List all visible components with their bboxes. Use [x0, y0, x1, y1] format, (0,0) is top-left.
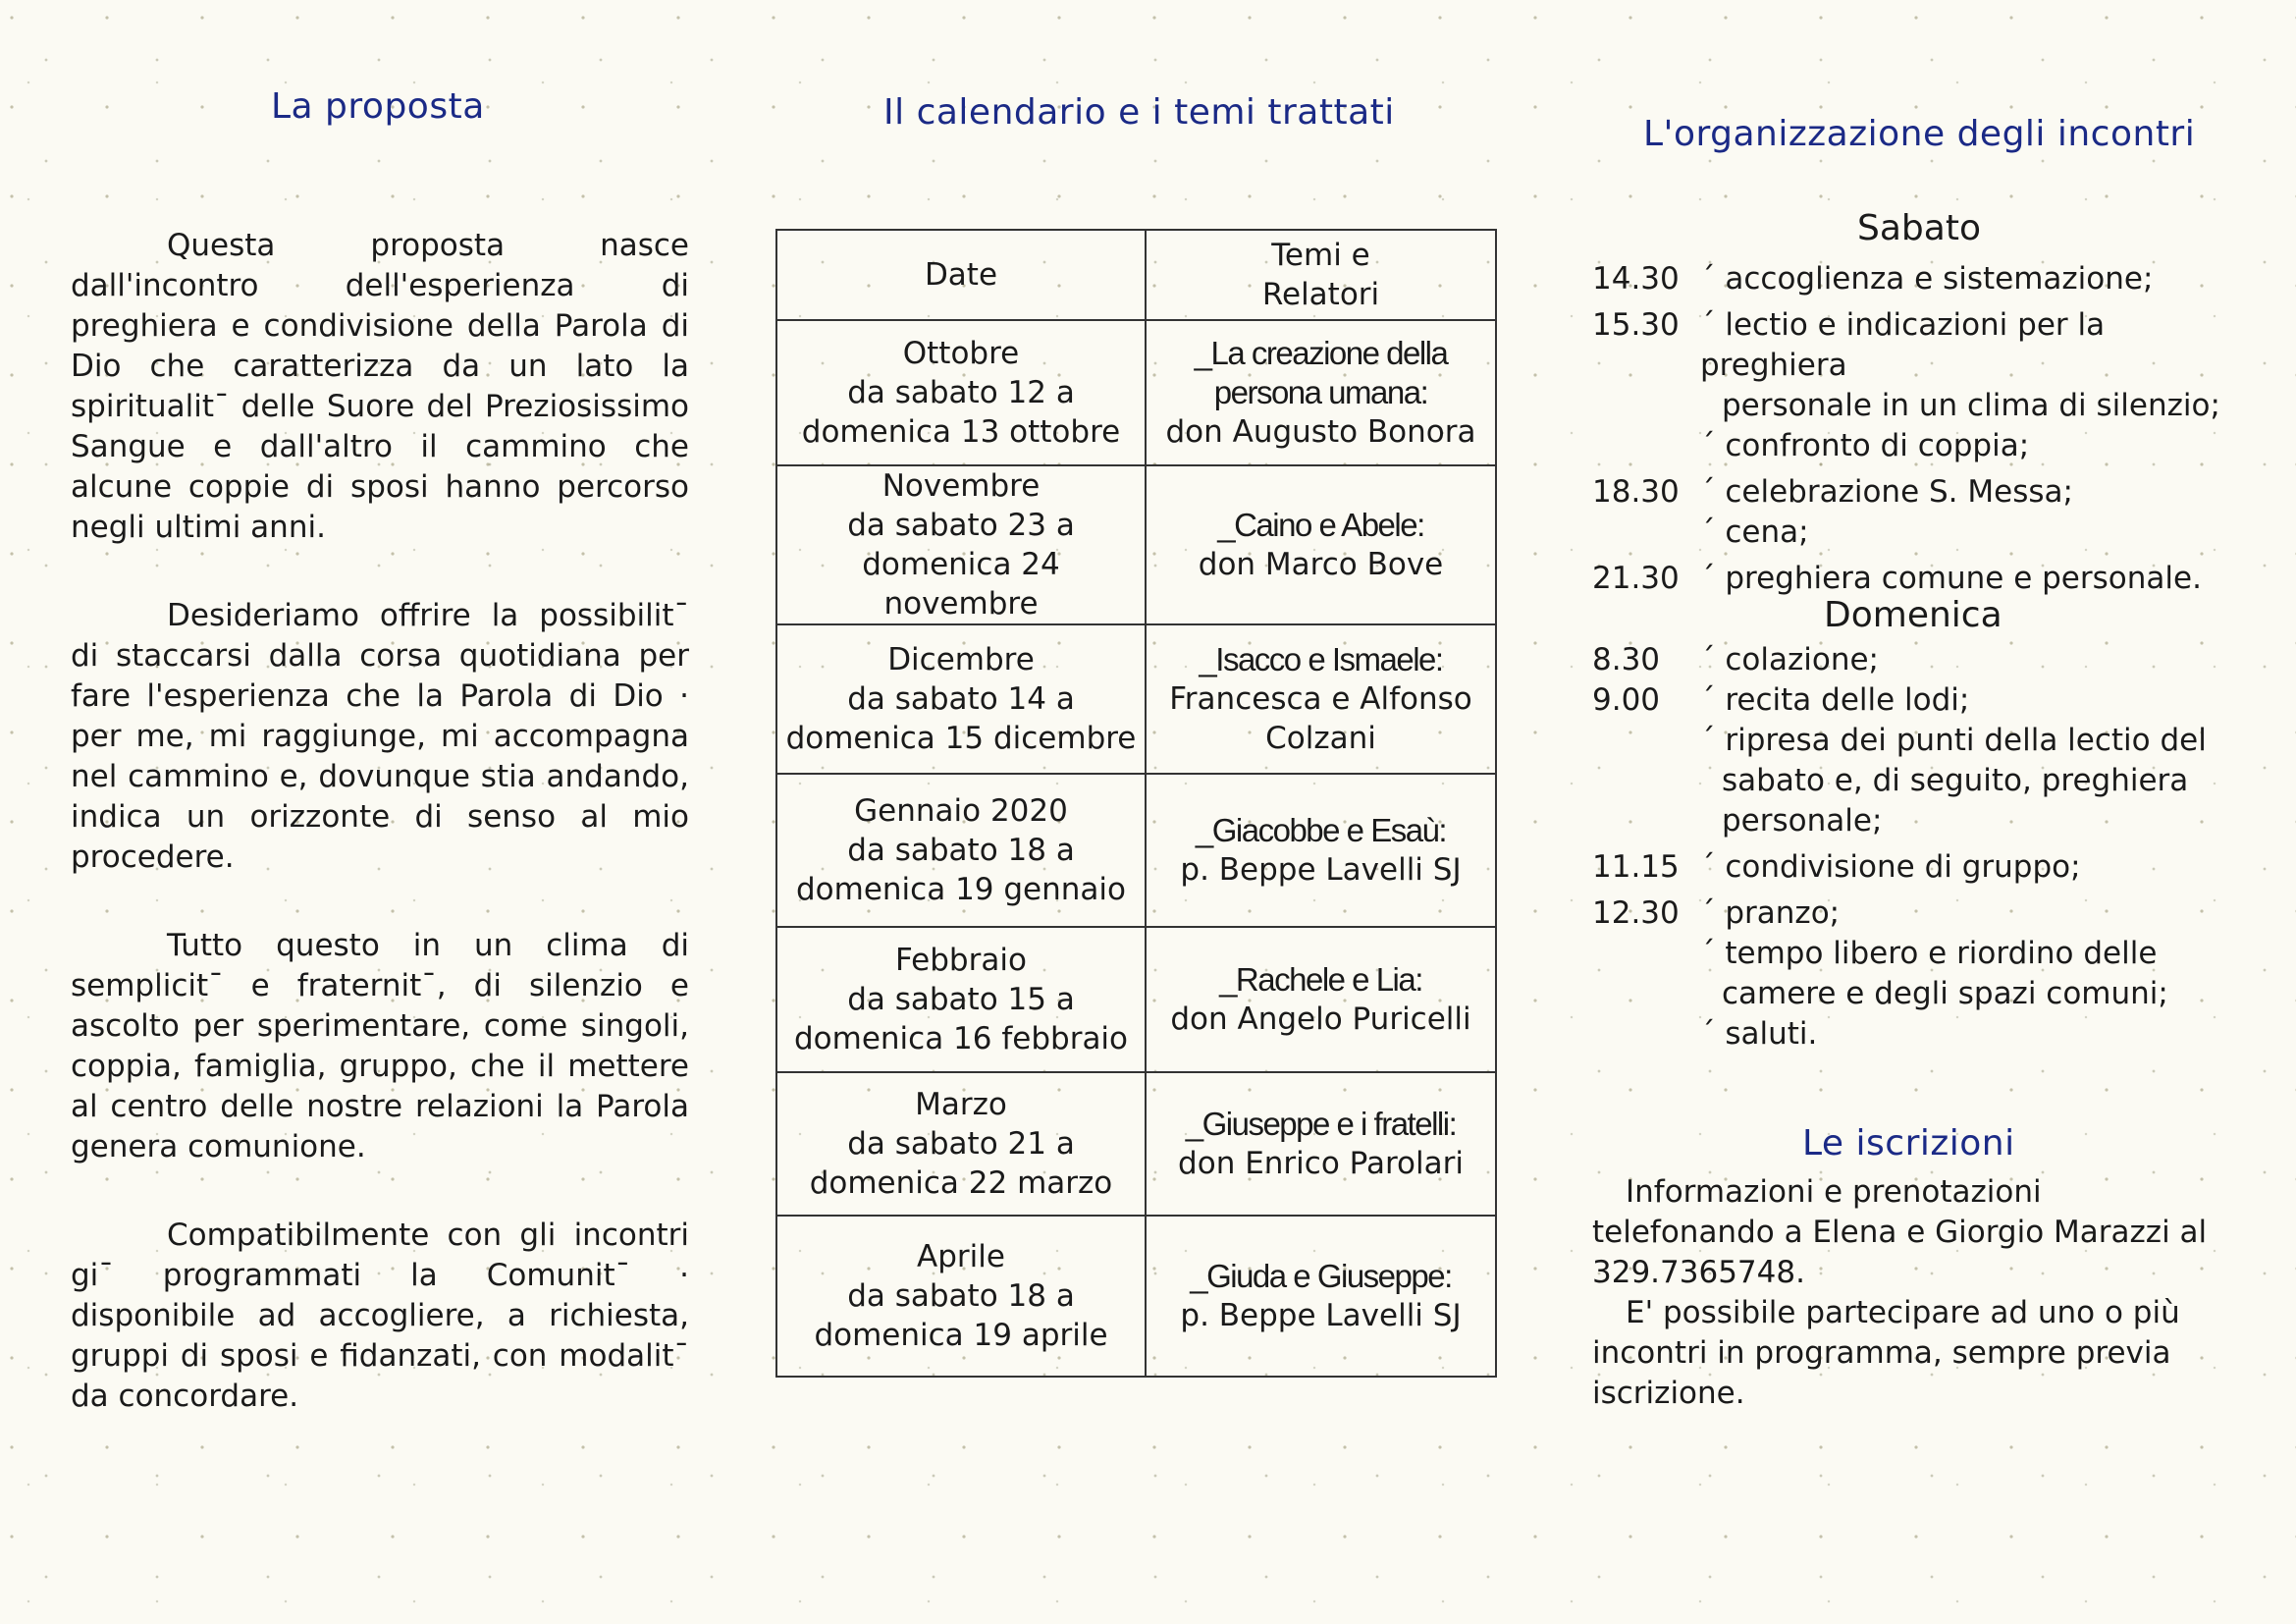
- table-header-row: [776, 230, 1496, 320]
- theme-cell: _La creazione della persona umana: don Augusto Bonora: [1146, 320, 1496, 465]
- sabato-schedule: [1592, 259, 2240, 605]
- paragraph: Questa proposta nasce dall'incontro dell'esperienza di preghiera e condivisione della Parola di Dio che caratterizza da un lato la spiritualit¯ delle Suore del Preziosissimo Sangue e dall'altro il cammino che alcune coppie di sposi hanno percorso negli ultimi anni.: [71, 228, 689, 545]
- list-item: 21.30 ´ preghiera comune e personale.: [1592, 561, 2202, 596]
- organizzazione-title: L'organizzazione degli incontri: [1643, 114, 2196, 154]
- calendar-table: [775, 229, 1497, 1378]
- date-cell: Aprile da sabato 18 a domenica 19 aprile: [776, 1216, 1146, 1377]
- list-item: 12.30 ´ pranzo; ´ tempo libero e riordino delle camere e degli spazi comuni; ´ saluti.: [1592, 895, 2168, 1052]
- table-row: [776, 465, 1496, 624]
- theme-cell: _Giuseppe e i fratelli: don Enrico Parolari: [1146, 1072, 1496, 1216]
- table-row: [776, 1072, 1496, 1216]
- theme-cell: _Caino e Abele: don Marco Bove: [1146, 465, 1496, 624]
- iscrizioni-title: Le iscrizioni: [1802, 1123, 2015, 1164]
- paragraph: Informazioni e prenotazioni telefonando a Elena e Giorgio Marazzi al 329.7365748.: [1592, 1174, 2208, 1290]
- list-item: 15.30 ´ lectio e indicazioni per la preghiera personale in un clima di silenzio; ´ confronto di coppia;: [1592, 307, 2220, 463]
- domenica-schedule: [1592, 640, 2240, 1060]
- table-row: [776, 624, 1496, 774]
- paragraph: Tutto questo in un clima di semplicit¯ e fraternit¯, di silenzio e ascolto per sperimentare, come singoli, coppia, famiglia, gruppo, che il mettere al centro delle nostre relazioni la Parola genera comunione.: [71, 928, 689, 1164]
- theme-cell: _Giuda e Giuseppe: p. Beppe Lavelli SJ: [1146, 1216, 1496, 1377]
- header-date: Date: [776, 230, 1146, 320]
- date-cell: Marzo da sabato 21 a domenica 22 marzo: [776, 1072, 1146, 1216]
- theme-cell: _Giacobbe e Esaù: p. Beppe Lavelli SJ: [1146, 774, 1496, 927]
- list-item: 11.15 ´ condivisione di gruppo;: [1592, 849, 2081, 885]
- date-cell: Novembre da sabato 23 a domenica 24 novembre: [776, 465, 1146, 624]
- date-cell: Dicembre da sabato 14 a domenica 15 dicembre: [776, 624, 1146, 774]
- list-item: 18.30 ´ celebrazione S. Messa; ´ cena;: [1592, 474, 2073, 550]
- date-cell: Ottobre da sabato 12 a domenica 13 ottobre: [776, 320, 1146, 465]
- table-row: [776, 1216, 1496, 1377]
- list-item: 14.30 ´ accoglienza e sistemazione;: [1592, 261, 2154, 297]
- calendario-title: Il calendario e i temi trattati: [883, 92, 1395, 133]
- list-item: 9.00 ´ recita delle lodi; ´ ripresa dei punti della lectio del sabato e, di seguito, preghiera personale;: [1592, 682, 2207, 839]
- iscrizioni-text: [1592, 1172, 2220, 1414]
- theme-cell: _Rachele e Lia: don Angelo Puricelli: [1146, 927, 1496, 1072]
- date-cell: Febbraio da sabato 15 a domenica 16 febbraio: [776, 927, 1146, 1072]
- paragraph: Compatibilmente con gli incontri gi¯ programmati la Comunit¯ · disponibile ad accogliere, a richiesta, gruppi di sposi e fidanzati, con modalit¯ da concordare.: [71, 1218, 689, 1414]
- header-temi: Temi e Relatori: [1146, 230, 1496, 320]
- date-cell: Gennaio 2020 da sabato 18 a domenica 19 gennaio: [776, 774, 1146, 927]
- table-row: [776, 927, 1496, 1072]
- domenica-title: Domenica: [1824, 595, 2002, 635]
- table-row: [776, 320, 1496, 465]
- proposta-text: [71, 226, 689, 1465]
- theme-cell: _Isacco e Ismaele: Francesca e Alfonso Colzani: [1146, 624, 1496, 774]
- paragraph: E' possibile partecipare ad uno o più incontri in programma, sempre previa iscrizione.: [1592, 1295, 2180, 1411]
- sabato-title: Sabato: [1857, 208, 1981, 248]
- list-item: 8.30 ´ colazione;: [1592, 642, 1879, 677]
- table-row: [776, 774, 1496, 927]
- paragraph: Desideriamo offrire la possibilit¯ di staccarsi dalla corsa quotidiana per fare l'esperienza che la Parola di Dio · per me, mi raggiunge, mi accompagna nel cammino e, dovunque stia andando, indica un orizzonte di senso al mio procedere.: [71, 598, 689, 875]
- proposta-title: La proposta: [271, 86, 485, 127]
